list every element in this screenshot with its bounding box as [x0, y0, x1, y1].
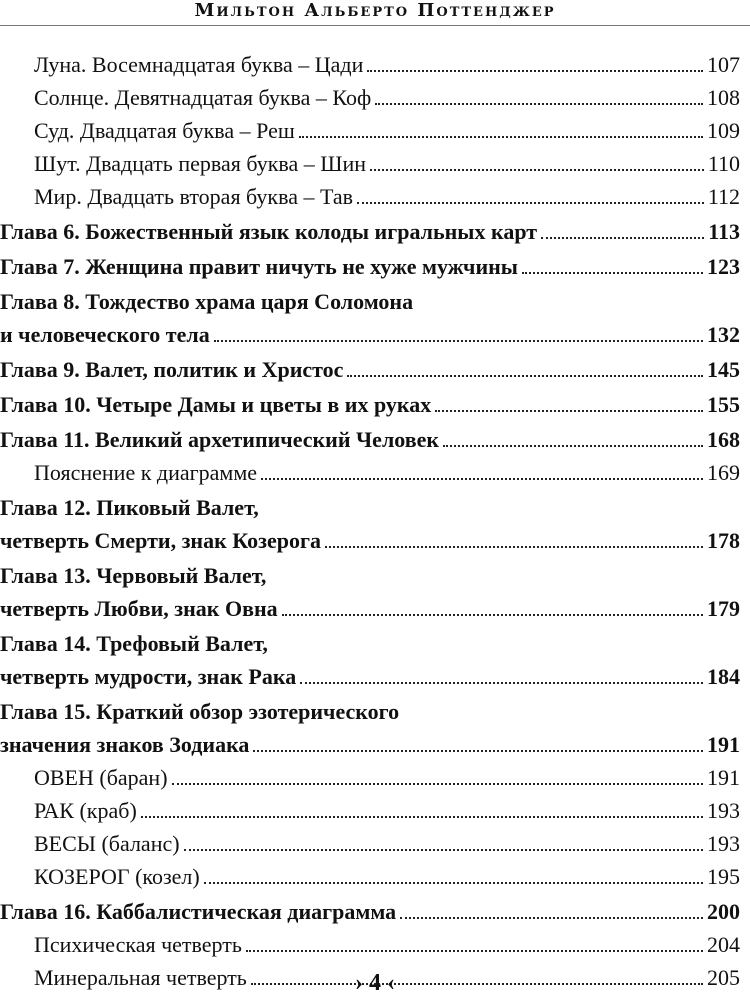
- toc-entry-title: четверть мудрости, знак Рака: [0, 664, 297, 689]
- toc-entry-line: [0, 524, 740, 557]
- toc-subentry[interactable]: [0, 81, 740, 114]
- dot-leader: [204, 882, 703, 884]
- dot-leader: [246, 950, 703, 952]
- toc-chapter-entry[interactable]: [0, 627, 740, 693]
- dot-leader: [325, 546, 703, 548]
- toc-subentry[interactable]: [0, 794, 740, 827]
- toc-page-number: 110: [707, 151, 740, 176]
- dot-leader: [172, 783, 703, 785]
- dot-leader: [357, 202, 704, 204]
- toc-subentry[interactable]: [0, 114, 740, 147]
- toc-entry-line: [34, 147, 740, 180]
- toc-entry-title: четверть Смерти, знак Козерога: [0, 528, 321, 553]
- toc-entry-line: [0, 423, 740, 456]
- toc-entry-line: [0, 895, 740, 928]
- toc-entry-line: [34, 928, 740, 961]
- dot-leader: [299, 136, 703, 138]
- toc-entry-title: Глава 12. Пиковый Валет,: [0, 495, 259, 520]
- toc-entry-title: Минеральная четверть: [34, 965, 247, 990]
- toc-entry-line: [34, 761, 740, 794]
- toc-entry-line: [0, 285, 740, 318]
- toc-subentry[interactable]: [0, 761, 740, 794]
- toc-entry-line: [0, 250, 740, 283]
- dot-leader: [375, 103, 703, 105]
- toc-chapter-entry[interactable]: [0, 491, 740, 557]
- toc-page-number: 107: [707, 52, 740, 77]
- running-header-title: Мильтон Альберто Поттенджер: [194, 0, 556, 21]
- toc-entry-title: ВЕСЫ (баланс): [34, 831, 180, 856]
- toc-subentry[interactable]: [0, 860, 740, 893]
- toc-entry-title: Глава 8. Тождество храма царя Соломона: [0, 289, 414, 314]
- toc-page-number: 155: [707, 392, 740, 417]
- toc-entry-title: четверть Любви, знак Овна: [0, 596, 278, 621]
- toc-entry-title: Глава 6. Божественный язык колоды игральных карт: [0, 219, 538, 244]
- toc-entry-line: [0, 353, 740, 386]
- toc-entry-title: Суд. Двадцатая буква – Реш: [34, 118, 295, 143]
- toc-entry-line: [0, 627, 740, 660]
- toc-entry-line: [0, 388, 740, 421]
- toc-entry-line: [0, 318, 740, 351]
- toc-entry-line: [34, 827, 740, 860]
- toc-subentry[interactable]: [0, 827, 740, 860]
- toc-entry-line: [34, 860, 740, 893]
- toc-entry-title: ОВЕН (баран): [34, 765, 168, 790]
- toc-chapter-entry[interactable]: [0, 695, 740, 761]
- toc-entry-title: Глава 13. Червовый Валет,: [0, 563, 267, 588]
- toc-page-number: 191: [707, 765, 740, 790]
- toc-entry-line: [34, 114, 740, 147]
- dot-leader: [261, 478, 703, 480]
- toc-entry-line: [0, 215, 740, 248]
- header-rule: [0, 25, 750, 26]
- toc-chapter-entry[interactable]: [0, 423, 740, 456]
- toc-entry-title: Луна. Восемнадцатая буква – Цади: [34, 52, 364, 77]
- toc-entry-title: КОЗЕРОГ (козел): [34, 864, 200, 889]
- toc-page-number: 193: [707, 831, 740, 856]
- toc-entry-title: значения знаков Зодиака: [0, 732, 250, 757]
- toc-page-number: 113: [708, 219, 740, 244]
- toc-entry-title: Глава 11. Великий архетипический Человек: [0, 427, 440, 452]
- toc-entry-title: Психическая четверть: [34, 932, 242, 957]
- toc-entry-line: [0, 491, 740, 524]
- dot-leader: [367, 70, 703, 72]
- toc-page-number: 168: [707, 427, 740, 452]
- toc-page-number: 200: [707, 899, 740, 924]
- toc-entry-title: Пояснение к диаграмме: [34, 460, 258, 485]
- toc-entry-line: [0, 559, 740, 592]
- toc-entry-line: [34, 180, 740, 213]
- toc-chapter-entry[interactable]: [0, 215, 740, 248]
- toc-entry-title: Глава 15. Краткий обзор эзотерического: [0, 699, 400, 724]
- dot-leader: [541, 237, 704, 239]
- toc-page-number: 145: [707, 357, 740, 382]
- toc-subentry[interactable]: [0, 180, 740, 213]
- toc-entry-title: Шут. Двадцать первая буква – Шин: [34, 151, 366, 176]
- dot-leader: [443, 445, 703, 447]
- toc-page-number: 205: [707, 965, 740, 990]
- toc-page-number: 195: [707, 864, 740, 889]
- toc-subentry[interactable]: [0, 456, 740, 489]
- toc-entry-line: [0, 592, 740, 625]
- toc-entry-line: [34, 794, 740, 827]
- dot-leader: [184, 849, 703, 851]
- toc-page-number: 112: [707, 184, 740, 209]
- toc-entry-line: [34, 48, 740, 81]
- page-number: › 4 ‹: [355, 970, 395, 996]
- toc-subentry[interactable]: [0, 48, 740, 81]
- toc-page-number: 204: [707, 932, 740, 957]
- toc-chapter-entry[interactable]: [0, 250, 740, 283]
- page-number-footer: [0, 970, 750, 997]
- toc-page-number: 179: [707, 596, 740, 621]
- toc-chapter-entry[interactable]: [0, 353, 740, 386]
- dot-leader: [300, 682, 703, 684]
- toc-page-number: 123: [707, 254, 740, 279]
- toc-entry-title: Глава 14. Трефовый Валет,: [0, 631, 268, 656]
- toc-chapter-entry[interactable]: [0, 895, 740, 928]
- dot-leader: [370, 169, 704, 171]
- toc-page-number: 109: [707, 118, 740, 143]
- toc-entry-title: РАК (краб): [34, 798, 137, 823]
- toc-entry-title: Мир. Двадцать вторая буква – Тав: [34, 184, 354, 209]
- toc-subentry[interactable]: [0, 147, 740, 180]
- toc-entry-title: Глава 9. Валет, политик и Христос: [0, 357, 344, 382]
- toc-entry-line: [0, 728, 740, 761]
- dot-leader: [435, 410, 703, 412]
- toc-page-number: 169: [707, 460, 740, 485]
- dot-leader: [347, 375, 703, 377]
- toc-page-number: 178: [707, 528, 740, 553]
- toc-entry-line: [0, 660, 740, 693]
- toc-entry-line: [34, 456, 740, 489]
- toc-entry-title: Глава 16. Каббалистическая диаграмма: [0, 899, 397, 924]
- running-header: [0, 0, 750, 28]
- toc-entry-title: Солнце. Девятнадцатая буква – Коф: [34, 85, 372, 110]
- toc-chapter-entry[interactable]: [0, 388, 740, 421]
- dot-leader: [282, 614, 703, 616]
- toc-chapter-entry[interactable]: [0, 559, 740, 625]
- toc-entry-title: Глава 10. Четыре Дамы и цветы в их руках: [0, 392, 432, 417]
- toc-page-number: 108: [707, 85, 740, 110]
- table-of-contents: [0, 48, 750, 994]
- toc-page-number: 193: [707, 798, 740, 823]
- toc-entry-title: Глава 7. Женщина правит ничуть не хуже мужчины: [0, 254, 518, 279]
- toc-entry-title: и человеческого тела: [0, 322, 210, 347]
- dot-leader: [522, 272, 703, 274]
- toc-page-number: 191: [707, 732, 740, 757]
- dot-leader: [400, 917, 703, 919]
- toc-page-number: 184: [707, 664, 740, 689]
- toc-entry-line: [0, 695, 740, 728]
- toc-page-number: 132: [707, 322, 740, 347]
- dot-leader: [214, 340, 703, 342]
- toc-subentry[interactable]: [0, 928, 740, 961]
- toc-entry-line: [34, 81, 740, 114]
- dot-leader: [141, 816, 703, 818]
- toc-chapter-entry[interactable]: [0, 285, 740, 351]
- dot-leader: [253, 750, 703, 752]
